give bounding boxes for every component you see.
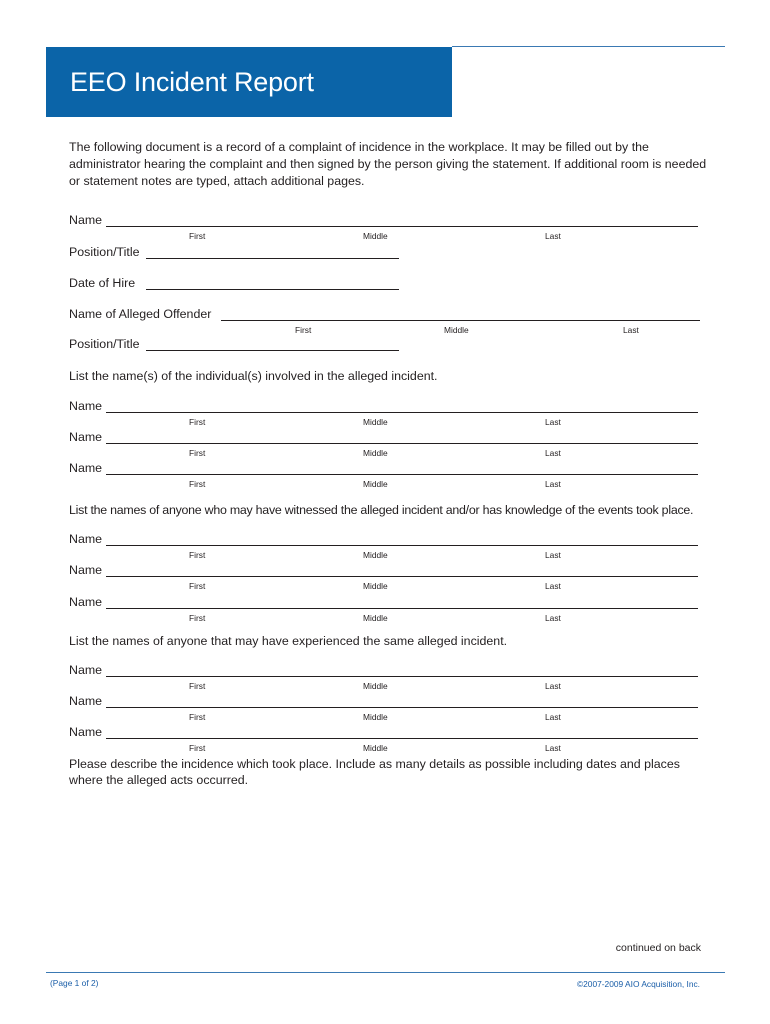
middle-caption: Middle	[363, 712, 388, 722]
complainant-name-field[interactable]	[106, 226, 698, 227]
witness-name-field-1[interactable]	[106, 545, 698, 546]
experienced-name-row	[69, 725, 698, 753]
middle-caption: Middle	[363, 417, 388, 427]
alleged-offender-row	[69, 307, 698, 335]
name-label: Name	[69, 430, 103, 444]
involved-name-row	[69, 430, 698, 458]
first-caption: First	[189, 681, 206, 691]
middle-caption: Middle	[363, 681, 388, 691]
witness-name-field-3[interactable]	[106, 608, 698, 609]
first-caption: First	[189, 712, 206, 722]
middle-caption: Middle	[363, 550, 388, 560]
first-caption: First	[189, 581, 206, 591]
last-caption: Last	[623, 325, 639, 335]
first-caption: First	[189, 448, 206, 458]
last-caption: Last	[545, 712, 561, 722]
alleged-offender-label: Name of Alleged Offender	[69, 307, 212, 321]
top-rule	[452, 46, 725, 47]
last-caption: Last	[545, 417, 561, 427]
experienced-name-field-2[interactable]	[106, 707, 698, 708]
witness-name-row	[69, 532, 698, 560]
date-of-hire-row	[69, 277, 698, 291]
name-label: Name	[69, 532, 103, 546]
first-caption: First	[189, 743, 206, 753]
page-title: EEO Incident Report	[70, 67, 314, 97]
witness-name-field-2[interactable]	[106, 576, 698, 577]
name-label: Name	[69, 563, 103, 577]
footer-rule	[46, 972, 725, 973]
witnesses-heading: List the names of anyone who may have witnessed the alleged incident and/or has knowledge of the events took place.	[69, 503, 694, 517]
involved-name-field-2[interactable]	[106, 443, 698, 444]
last-caption: Last	[545, 743, 561, 753]
describe-instructions: Please describe the incidence which took place. Include as many details as possible including dates and places where the alleged acts occurred.	[69, 757, 680, 787]
first-caption: First	[295, 325, 312, 335]
involved-name-field-3[interactable]	[106, 474, 698, 475]
title-banner	[46, 47, 452, 117]
last-caption: Last	[545, 550, 561, 560]
experienced-name-row	[69, 663, 698, 691]
last-caption: Last	[545, 681, 561, 691]
first-caption: First	[189, 479, 206, 489]
middle-caption: Middle	[363, 743, 388, 753]
offender-position-field[interactable]	[146, 350, 399, 351]
complainant-name-row	[69, 213, 698, 241]
name-label: Name	[69, 694, 103, 708]
offender-position-row	[69, 338, 698, 352]
name-label: Name	[69, 663, 103, 677]
involved-name-field-1[interactable]	[106, 412, 698, 413]
experienced-heading: List the names of anyone that may have experienced the same alleged incident.	[69, 634, 508, 648]
position-title-label: Position/Title	[69, 337, 140, 351]
middle-caption: Middle	[363, 231, 388, 241]
page-number: (Page 1 of 2)	[50, 978, 99, 988]
involved-heading: List the name(s) of the individual(s) involved in the alleged incident.	[69, 369, 438, 383]
experienced-name-field-1[interactable]	[106, 676, 698, 677]
name-label: Name	[69, 725, 103, 739]
last-caption: Last	[545, 479, 561, 489]
complainant-position-row	[69, 246, 698, 260]
date-of-hire-label: Date of Hire	[69, 276, 136, 290]
experienced-name-field-3[interactable]	[106, 738, 698, 739]
name-label: Name	[69, 461, 103, 475]
first-caption: First	[189, 231, 206, 241]
middle-caption: Middle	[363, 613, 388, 623]
position-title-label: Position/Title	[69, 245, 140, 259]
intro-text: The following document is a record of a complaint of incidence in the workplace. It may be filled out by the administrator hearing the complaint and then signed by the person giving the statement. If additional room is needed or statement notes are typed, attach additional pages.	[69, 140, 707, 188]
first-caption: First	[189, 550, 206, 560]
date-of-hire-field[interactable]	[146, 289, 399, 290]
middle-caption: Middle	[444, 325, 469, 335]
complainant-position-field[interactable]	[146, 258, 399, 259]
middle-caption: Middle	[363, 448, 388, 458]
last-caption: Last	[545, 448, 561, 458]
involved-name-row	[69, 399, 698, 427]
continued-note: continued on back	[615, 942, 701, 954]
first-caption: First	[189, 417, 206, 427]
involved-name-row	[69, 461, 698, 489]
experienced-name-row	[69, 694, 698, 722]
middle-caption: Middle	[363, 479, 388, 489]
name-label: Name	[69, 399, 103, 413]
last-caption: Last	[545, 613, 561, 623]
last-caption: Last	[545, 231, 561, 241]
first-caption: First	[189, 613, 206, 623]
copyright: ©2007-2009 AIO Acquisition, Inc.	[576, 979, 700, 989]
middle-caption: Middle	[363, 581, 388, 591]
witness-name-row	[69, 563, 698, 591]
name-label: Name	[69, 595, 103, 609]
alleged-offender-field[interactable]	[221, 320, 700, 321]
name-label: Name	[69, 213, 103, 227]
last-caption: Last	[545, 581, 561, 591]
witness-name-row	[69, 595, 698, 623]
incident-description-area[interactable]	[69, 795, 701, 935]
